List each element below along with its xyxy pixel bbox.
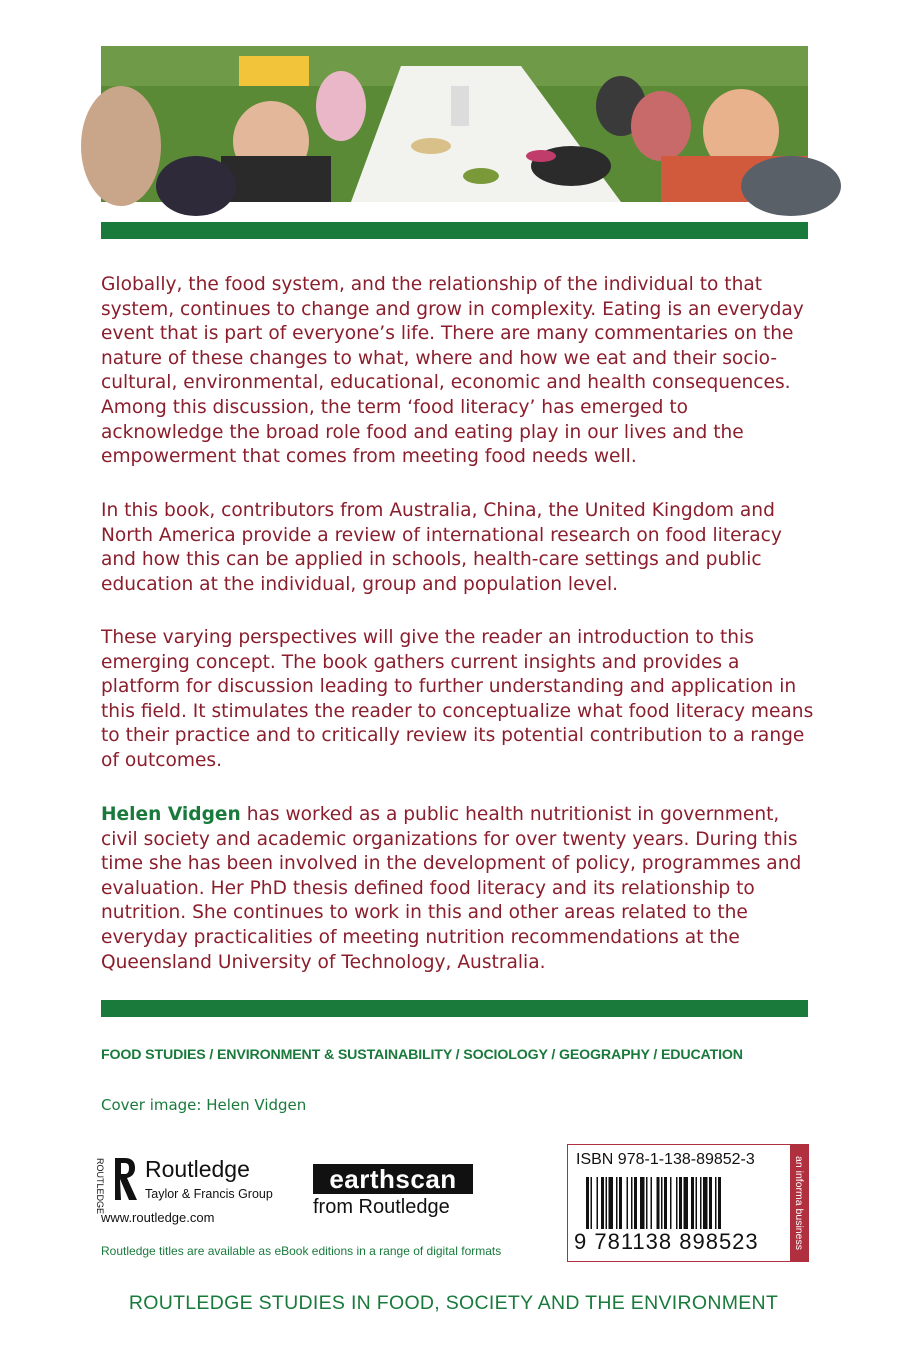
bottom-divider-bar <box>101 1000 808 1017</box>
barcode-bar <box>715 1177 717 1229</box>
earthscan-subtitle: from Routledge <box>313 1196 450 1218</box>
series-title: ROUTLEDGE STUDIES IN FOOD, SOCIETY AND THE ENVIRONMENT <box>128 1292 779 1314</box>
barcode-bar <box>646 1177 648 1229</box>
subject-categories: FOOD STUDIES / ENVIRONMENT & SUSTAINABILITY / SOCIOLOGY / GEOGRAPHY / EDUCATION <box>101 1047 743 1063</box>
routledge-url[interactable]: www.routledge.com <box>101 1210 215 1225</box>
barcode-bar <box>634 1177 637 1229</box>
barcode-bar <box>616 1177 618 1229</box>
barcode-bar <box>703 1177 708 1229</box>
routledge-name: Routledge <box>145 1156 250 1182</box>
author-name: Helen Vidgen <box>101 804 241 825</box>
top-divider-bar <box>101 222 808 239</box>
blurb-paragraph-3: These varying perspectives will give the reader an introduction to this emerging concept. The book gathers current insights and provides a platform for discussion leading to further understanding and application in this field. It stimulates the reader to conceptualize what food literacy means to their practice and to critically review its potential contribution to a range of outcomes. <box>101 627 814 771</box>
barcode-bar <box>627 1177 629 1229</box>
barcode-bar <box>586 1177 589 1229</box>
barcode-bar <box>640 1177 645 1229</box>
barcode-bar <box>609 1177 614 1229</box>
barcode-bar <box>619 1177 622 1229</box>
ebook-note: Routledge titles are available as eBook editions in a range of digital formats <box>101 1244 502 1258</box>
author-bio-text: has worked as a public health nutritionist in government, civil society and academic organizations for over twenty years. During this time she has been involved in the development of policy, programmes and evaluation. Her PhD thesis defined food literacy and its relationship to nutrition. She continues to work in this and other areas related to the everyday practicalities of meeting nutrition recommendations at the Queensland University of Technology, Australia. <box>101 804 802 973</box>
barcode-bar <box>718 1177 721 1229</box>
barcode-bar <box>606 1177 608 1229</box>
barcode-bar <box>601 1177 604 1229</box>
svg-text:ROUTLEDGE: ROUTLEDGE <box>95 1158 105 1215</box>
earthscan-logo: earthscan <box>313 1164 473 1194</box>
barcode-bar <box>597 1177 599 1229</box>
cover-photo-illustration <box>101 46 808 202</box>
blurb-paragraph-1: Globally, the food system, and the relationship of the individual to that system, continues to change and grow in complexity. Eating is an everyday event that is part of everyone’s life. There are many commentaries on the nature of these changes to what, where and how we eat and their socio-cultural, environmental, educational, economic and health consequences. Among this discussion, the term ‘food literacy’ has emerged to acknowledge the broad role food and eating play in our lives and the empowerment that comes from meeting food needs well. <box>101 274 804 468</box>
barcode-bar <box>657 1177 660 1229</box>
barcode-bar <box>709 1177 712 1229</box>
informa-business-tag <box>790 1145 808 1261</box>
barcode-bar <box>631 1177 633 1229</box>
informa-text: an informa business <box>793 1156 805 1250</box>
barcode-bar <box>664 1177 667 1229</box>
barcode-bar <box>679 1177 682 1229</box>
routledge-logo-icon <box>95 1154 139 1215</box>
barcode-bar <box>661 1177 663 1229</box>
author-bio-paragraph <box>101 803 816 975</box>
isbn-digits: 9 781138 898523 <box>574 1229 759 1254</box>
barcode-bar <box>696 1177 698 1229</box>
barcode-bar <box>691 1177 694 1229</box>
barcode-icon <box>586 1177 782 1229</box>
cover-image-credit: Cover image: Helen Vidgen <box>101 1096 307 1114</box>
routledge-group: Taylor & Francis Group <box>145 1187 273 1201</box>
barcode-bar <box>670 1177 672 1229</box>
barcode-bar <box>700 1177 702 1229</box>
barcode-bar <box>591 1177 593 1229</box>
blurb-paragraph-2: In this book, contributors from Australia, China, the United Kingdom and North America provide a review of international research on food literacy and how this can be applied in schools, health-care settings and public education at the individual, group and population level. <box>101 500 782 595</box>
barcode-bar <box>651 1177 653 1229</box>
isbn-barcode-box <box>567 1144 809 1262</box>
cover-photo <box>101 46 808 202</box>
barcode-bar <box>676 1177 678 1229</box>
barcode-bar <box>684 1177 689 1229</box>
isbn-label: ISBN 978-1-138-89852-3 <box>576 1151 755 1168</box>
